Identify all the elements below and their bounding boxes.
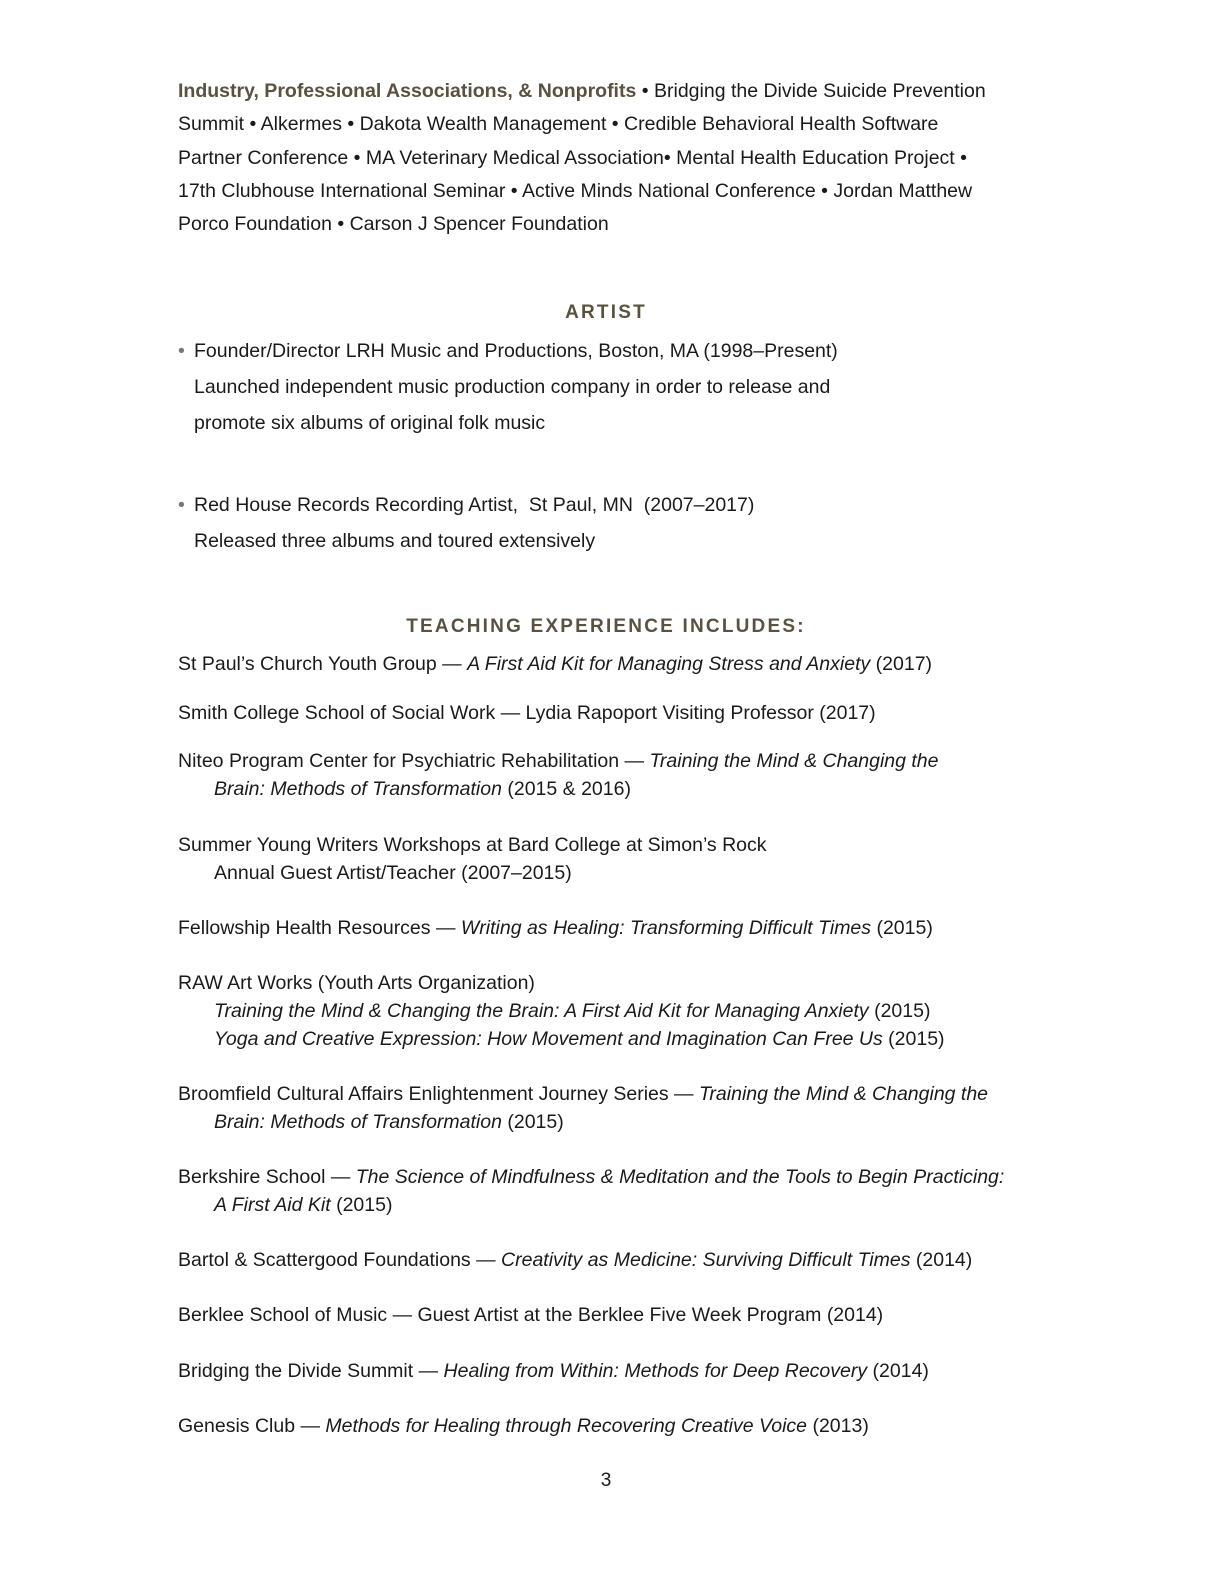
associations-line: • Bridging the Divide Suicide Prevention [636, 80, 986, 102]
teaching-year: (2014) [867, 1360, 929, 1382]
teaching-item [178, 969, 1038, 1053]
artist-entry-heading: Red House Records Recording Artist, St Paul, MN (2007–2017) [194, 494, 755, 516]
artist-entry [178, 487, 1028, 559]
teaching-title: Training the Mind & Changing the Brain: A First Aid Kit for Managing Anxiety [214, 1000, 869, 1022]
teaching-org: Berklee School of Music — Guest Artist at the Berklee Five Week Program (2014) [178, 1304, 884, 1326]
teaching-item [178, 1080, 1038, 1136]
teaching-org: Summer Young Writers Workshops at Bard College at Simon’s Rock [178, 834, 767, 856]
teaching-title: Healing from Within: Methods for Deep Recovery [443, 1360, 868, 1382]
teaching-title: The Science of Mindfulness & Meditation and the Tools to Begin Practicing: [355, 1166, 1005, 1188]
teaching-item [178, 1163, 1038, 1219]
teaching-org: Bartol & Scattergood Foundations — [178, 1249, 502, 1271]
teaching-year: (2015) [871, 917, 933, 939]
teaching-item [178, 831, 1038, 887]
bullet-icon: • [178, 494, 185, 516]
teaching-item [178, 699, 1038, 727]
teaching-item [178, 1246, 1038, 1274]
teaching-title: Brain: Methods of Transformation [214, 1111, 502, 1133]
teaching-title: Writing as Healing: Transforming Difficult Times [460, 917, 872, 939]
teaching-org: RAW Art Works (Youth Arts Organization) [178, 972, 535, 994]
teaching-section-title: TEACHING EXPERIENCE INCLUDES: [406, 616, 806, 637]
teaching-org: Bridging the Divide Summit — [178, 1360, 444, 1382]
associations-line: Partner Conference • MA Veterinary Medical Association• Mental Health Education Project • [178, 146, 967, 169]
teaching-year: (2015) [501, 1111, 564, 1133]
bullet-icon: • [178, 340, 185, 362]
teaching-title: Yoga and Creative Expression: How Movement and Imagination Can Free Us [214, 1028, 883, 1050]
teaching-item [178, 1357, 1038, 1385]
teaching-item [178, 1301, 1038, 1329]
teaching-title: A First Aid Kit for Managing Stress and Anxiety [467, 653, 871, 675]
artist-entry [178, 333, 1028, 441]
associations-line: 17th Clubhouse International Seminar • Active Minds National Conference • Jordan Matthew [178, 179, 973, 202]
teaching-year: (2014) [910, 1249, 973, 1271]
teaching-item [178, 650, 1038, 678]
teaching-year: (2017) [870, 653, 933, 675]
teaching-org: Broomfield Cultural Affairs Enlightenment Journey Series — [178, 1083, 699, 1105]
associations-line: Porco Foundation • Carson J Spencer Foundation [178, 213, 609, 236]
teaching-item [178, 1412, 1038, 1440]
teaching-org: Berkshire School — [178, 1166, 356, 1188]
teaching-title: Training the Mind & Changing the [649, 750, 939, 772]
teaching-title: Creativity as Medicine: Surviving Difficult Times [501, 1249, 911, 1271]
page-number: 3 [600, 1470, 612, 1491]
associations-paragraph [178, 75, 1028, 241]
teaching-title: Brain: Methods of Transformation [214, 778, 502, 800]
teaching-subtitle: Annual Guest Artist/Teacher (2007–2015) [214, 862, 572, 884]
associations-category: Industry, Professional Associations, & Nonprofits [178, 80, 637, 102]
teaching-year: (2013) [807, 1415, 869, 1437]
artist-entry-description: promote six albums of original folk music [194, 412, 546, 434]
teaching-item [178, 747, 1038, 803]
teaching-year: (2015) [330, 1194, 393, 1216]
teaching-title: Training the Mind & Changing the [698, 1083, 989, 1105]
teaching-org: Smith College School of Social Work — Lydia Rapoport Visiting Professor (2017) [178, 702, 876, 724]
associations-line: Summit • Alkermes • Dakota Wealth Management • Credible Behavioral Health Software [178, 113, 939, 136]
artist-entry-description: Released three albums and toured extensively [194, 530, 596, 552]
artist-entry-heading: Founder/Director LRH Music and Productions, Boston, MA (1998–Present) [194, 340, 838, 362]
teaching-title: A First Aid Kit [214, 1194, 331, 1216]
teaching-org: Genesis Club — [178, 1415, 326, 1437]
artist-section-title: ARTIST [565, 302, 647, 323]
teaching-org: St Paul’s Church Youth Group — [178, 653, 468, 675]
teaching-year: (2015) [882, 1028, 945, 1050]
teaching-year: (2015) [868, 1000, 931, 1022]
teaching-title: Methods for Healing through Recovering Creative Voice [325, 1415, 808, 1437]
teaching-org: Fellowship Health Resources — [178, 917, 461, 939]
artist-entry-description: Launched independent music production company in order to release and [194, 376, 831, 398]
teaching-org: Niteo Program Center for Psychiatric Rehabilitation — [178, 750, 650, 772]
teaching-year: (2015 & 2016) [501, 778, 631, 800]
teaching-item [178, 914, 1038, 942]
